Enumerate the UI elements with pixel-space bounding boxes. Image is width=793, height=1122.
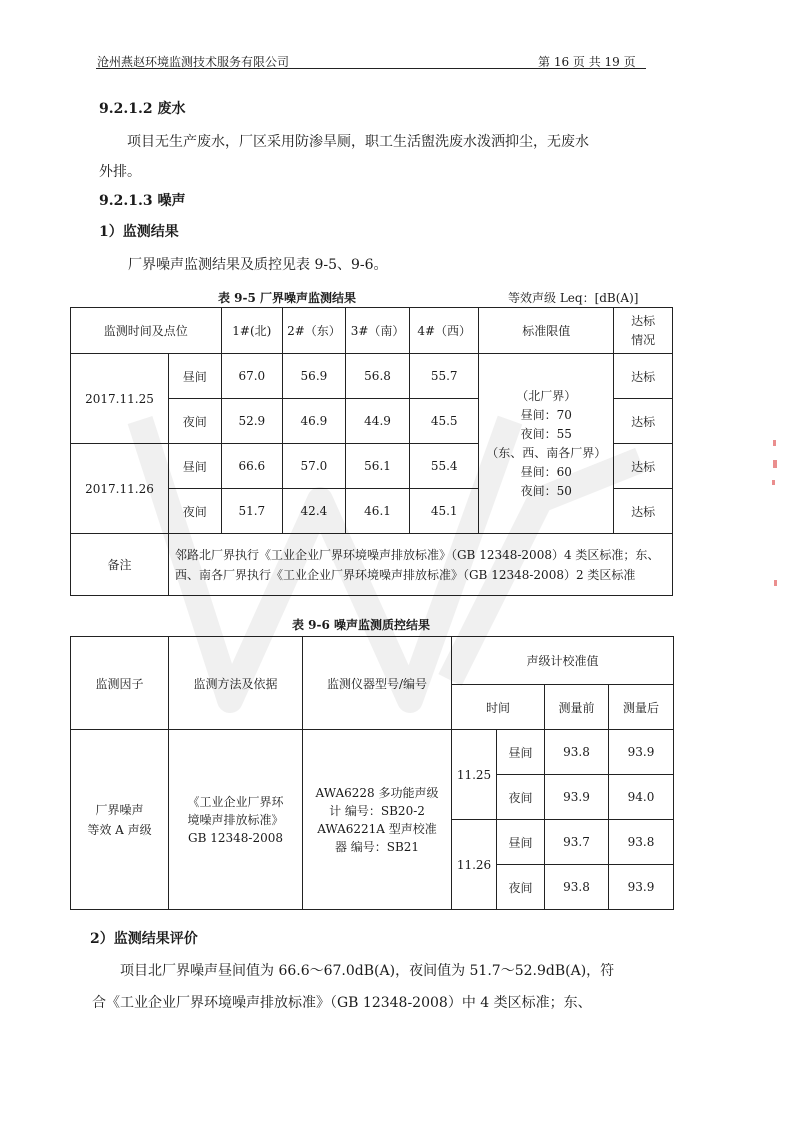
subheading-evaluation: 2）监测结果评价: [90, 931, 198, 947]
table-row: [71, 354, 673, 399]
date-cell: 11.25: [452, 730, 497, 820]
value-cell: 55.4: [410, 444, 479, 489]
value-cell: 57.0: [283, 444, 346, 489]
note-text: 邻路北厂界执行《工业企业厂界环境噪声排放标准》（GB 12348-2008）4 类区标准；东、西、南各厂界执行《工业企业厂界环境噪声排放标准》（GB 12348-2008）2 类区标准: [168, 534, 672, 596]
table-9-6-caption: 表 9-6 噪声监测质控结果: [292, 618, 431, 632]
before-cell: 93.9: [545, 775, 609, 820]
table-9-6-header-row: [71, 637, 674, 685]
standard-line: 昼间：60: [520, 464, 572, 479]
wastewater-text-line2: 外排。: [99, 164, 141, 180]
after-cell: 94.0: [609, 775, 674, 820]
value-cell: 56.1: [345, 444, 410, 489]
header-factor: 监测因子: [71, 637, 169, 730]
standard-line: （北厂界）: [516, 388, 577, 403]
header-point-4: 4#（西）: [410, 308, 479, 354]
header-page-number: 第 16 页 共 19 页: [538, 55, 636, 69]
standard-line: （东、西、南各厂界）: [486, 445, 607, 460]
value-cell: 56.9: [283, 354, 346, 399]
noise-intro-text: 厂界噪声监测结果及质控见表 9-5、9-6。: [128, 257, 388, 273]
before-cell: 93.8: [545, 730, 609, 775]
section-heading-wastewater: 9.2.1.2 废水: [99, 101, 186, 117]
instrument-cell: AWA6228 多功能声级 计 编号：SB20-2 AWA6221A 型声校准 器 编号：SB21: [303, 730, 452, 910]
header-point-1: 1#(北): [221, 308, 283, 354]
table-9-5-header-row: [71, 308, 673, 354]
after-cell: 93.8: [609, 820, 674, 865]
after-cell: 93.9: [609, 865, 674, 910]
method-cell: 《工业企业厂界环 境噪声排放标准》 GB 12348-2008: [169, 730, 303, 910]
value-cell: 67.0: [221, 354, 283, 399]
value-cell: 42.4: [283, 489, 346, 534]
factor-cell: 厂界噪声 等效 A 声级: [71, 730, 169, 910]
date-cell: 11.26: [452, 820, 497, 910]
standard-line: 夜间：55: [520, 426, 572, 441]
evaluation-text-line2: 合《工业企业厂界环境噪声排放标准》（GB 12348-2008）中 4 类区标准；东、: [92, 995, 592, 1011]
standard-line: 昼间：70: [520, 407, 572, 422]
value-cell: 46.9: [283, 399, 346, 444]
value-cell: 66.6: [221, 444, 283, 489]
value-cell: 44.9: [345, 399, 410, 444]
edge-seal-marks: [771, 440, 779, 590]
header-point-3: 3#（南）: [345, 308, 410, 354]
header-before: 测量前: [545, 685, 609, 730]
period-cell: 夜间: [497, 865, 545, 910]
result-cell: 达标: [614, 444, 673, 489]
period-cell: 夜间: [168, 399, 221, 444]
evaluation-text-line1: 项目北厂界噪声昼间值为 66.6～67.0dB(A)，夜间值为 51.7～52.9dB(A)，符: [120, 963, 615, 979]
period-cell: 昼间: [168, 354, 221, 399]
subheading-monitoring-results: 1）监测结果: [99, 224, 179, 240]
header-after: 测量后: [609, 685, 674, 730]
header-standard: 标准限值: [479, 308, 614, 354]
header-compliance: [614, 308, 673, 354]
value-cell: 45.5: [410, 399, 479, 444]
before-cell: 93.8: [545, 865, 609, 910]
value-cell: 45.1: [410, 489, 479, 534]
header-method: 监测方法及依据: [169, 637, 303, 730]
value-cell: 51.7: [221, 489, 283, 534]
header-compliance-label: 达标情况: [631, 313, 656, 347]
header-company: 沧州燕赵环境监测技术服务有限公司: [97, 55, 290, 69]
note-label: 备注: [71, 534, 169, 596]
table-9-5-unit: 等效声级 Leq：[dB(A)]: [508, 291, 639, 305]
header-calibration: 声级计校准值: [452, 637, 674, 685]
header-point-2: 2#（东）: [283, 308, 346, 354]
period-cell: 夜间: [497, 775, 545, 820]
table-note-row: [71, 534, 673, 596]
table-row: [71, 730, 674, 775]
header-time: 时间: [452, 685, 545, 730]
period-cell: 夜间: [168, 489, 221, 534]
result-cell: 达标: [614, 489, 673, 534]
standard-limit-cell: [479, 354, 614, 534]
period-cell: 昼间: [168, 444, 221, 489]
value-cell: 56.8: [345, 354, 410, 399]
table-9-6: [70, 636, 674, 910]
date-cell: 2017.11.26: [71, 444, 169, 534]
period-cell: 昼间: [497, 820, 545, 865]
value-cell: 55.7: [410, 354, 479, 399]
result-cell: 达标: [614, 399, 673, 444]
value-cell: 46.1: [345, 489, 410, 534]
header-instrument: 监测仪器型号/编号: [303, 637, 452, 730]
date-cell: 2017.11.25: [71, 354, 169, 444]
header-time-point: 监测时间及点位: [71, 308, 222, 354]
table-9-5-caption: 表 9-5 厂界噪声监测结果: [218, 291, 357, 305]
value-cell: 52.9: [221, 399, 283, 444]
header-rule: [96, 68, 646, 69]
standard-line: 夜间：50: [520, 483, 572, 498]
table-9-5: [70, 307, 673, 596]
before-cell: 93.7: [545, 820, 609, 865]
after-cell: 93.9: [609, 730, 674, 775]
result-cell: 达标: [614, 354, 673, 399]
period-cell: 昼间: [497, 730, 545, 775]
wastewater-text-line1: 项目无生产废水，厂区采用防渗旱厕，职工生活盥洗废水泼洒抑尘，无废水: [127, 134, 589, 150]
section-heading-noise: 9.2.1.3 噪声: [99, 193, 186, 209]
